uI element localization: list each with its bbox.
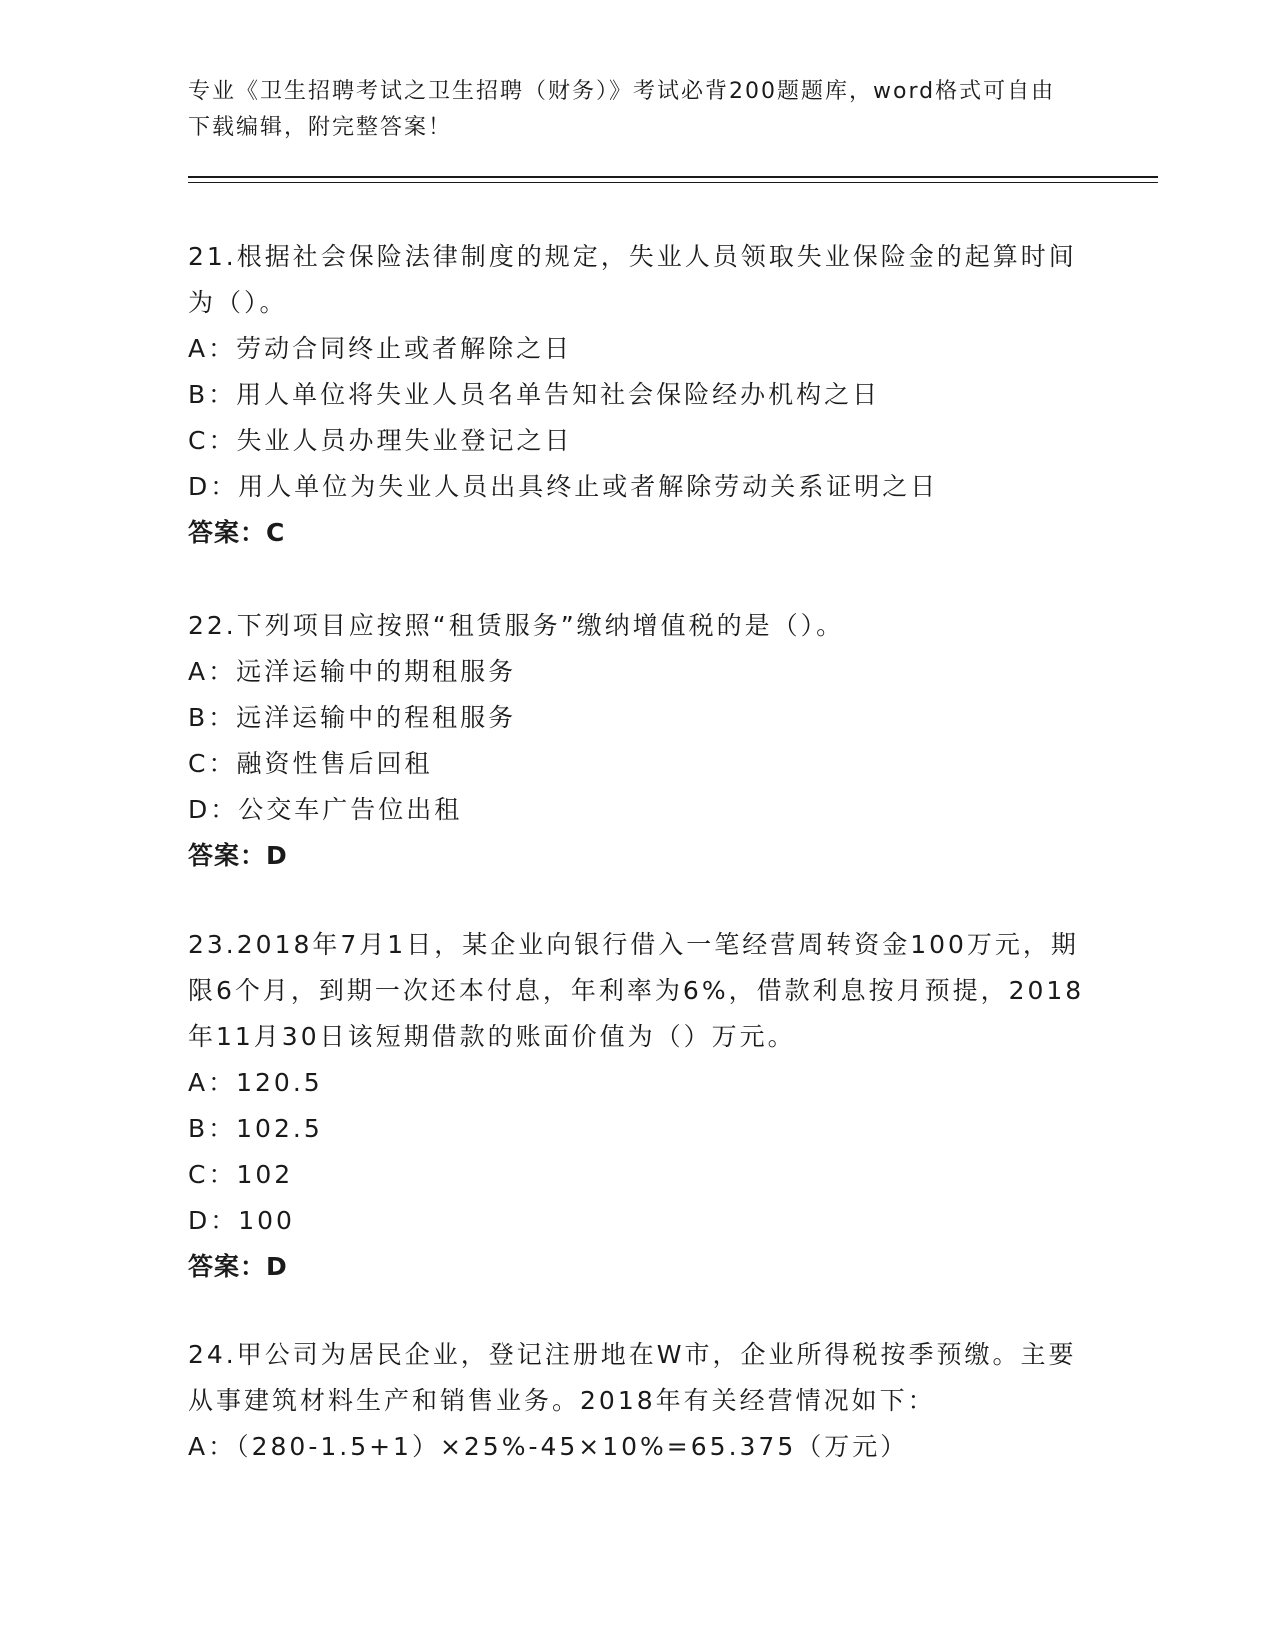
option-d: D：公交车广告位出租: [188, 795, 463, 824]
question-text: 22.下列项目应按照“租赁服务”缴纳增值税的是（）。: [188, 611, 845, 640]
answer: 答案：C: [188, 518, 286, 547]
option-b: B：102.5: [188, 1114, 323, 1143]
question-24: [188, 1332, 1088, 1470]
answer: 答案：D: [188, 841, 288, 870]
question-text: 23.2018年7月1日，某企业向银行借入一笔经营周转资金100万元，期限6个月，到期一次还本付息，年利率为6%，借款利息按月预提，2018年11月30日该短期借款的账面价值为（）万元。: [188, 930, 1085, 1051]
question-23: [188, 922, 1088, 1290]
option-a: A：120.5: [188, 1068, 323, 1097]
option-c: C：102: [188, 1160, 294, 1189]
question-text: 21.根据社会保险法律制度的规定，失业人员领取失业保险金的起算时间为（）。: [188, 242, 1077, 317]
question-22: [188, 603, 1088, 879]
question-21: [188, 234, 1088, 556]
header-divider-thick: [188, 176, 1158, 178]
option-c: C：失业人员办理失业登记之日: [188, 426, 573, 455]
option-b: B：用人单位将失业人员名单告知社会保险经办机构之日: [188, 380, 881, 409]
option-a: A：（280-1.5+1）×25%-45×10%=65.375（万元）: [188, 1432, 909, 1461]
option-b: B：远洋运输中的程租服务: [188, 703, 517, 732]
option-c: C：融资性售后回租: [188, 749, 433, 778]
option-d: D：100: [188, 1206, 295, 1235]
header-divider-thin: [188, 182, 1158, 183]
answer: 答案：D: [188, 1252, 288, 1281]
option-d: D：用人单位为失业人员出具终止或者解除劳动关系证明之日: [188, 472, 939, 501]
question-text: 24.甲公司为居民企业，登记注册地在W市，企业所得税按季预缴。主要从事建筑材料生产和销售业务。2018年有关经营情况如下：: [188, 1340, 1077, 1415]
document-header: 专业《卫生招聘考试之卫生招聘（财务）》考试必背200题题库，word格式可自由下载编辑，附完整答案！: [188, 79, 1056, 140]
option-a: A：远洋运输中的期租服务: [188, 657, 517, 686]
option-a: A：劳动合同终止或者解除之日: [188, 334, 573, 363]
